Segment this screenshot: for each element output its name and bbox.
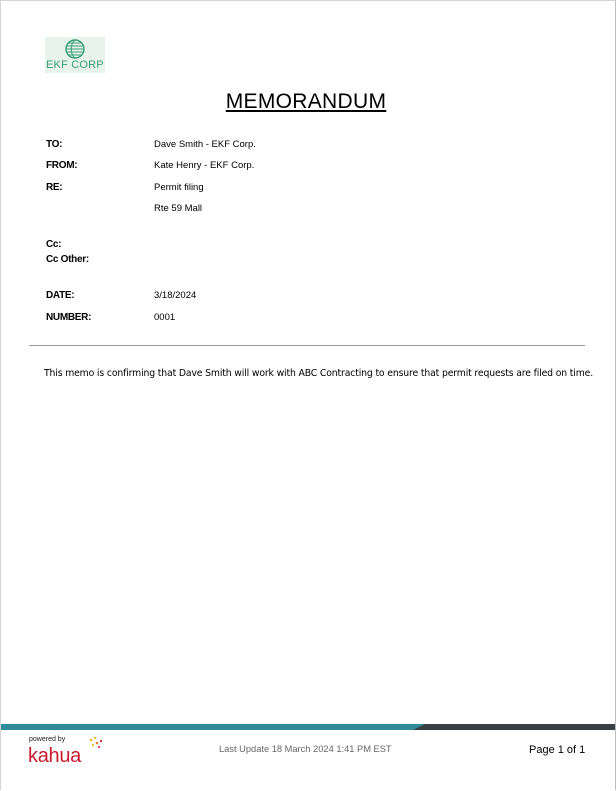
logo-text: EKF CORP [46, 59, 104, 71]
date-label: DATE: [46, 290, 75, 301]
cc-other-label: Cc Other: [46, 254, 89, 265]
date-value: 3/18/2024 [154, 290, 197, 301]
re-value: Permit filing [154, 182, 204, 193]
number-label: NUMBER: [46, 312, 92, 323]
memo-title: MEMORANDUM [225, 90, 387, 113]
number-value: 0001 [154, 312, 176, 323]
sparkle-icon [85, 736, 105, 754]
footer-bar-accent [413, 724, 615, 730]
to-value: Dave Smith - EKF Corp. [154, 139, 256, 150]
globe-icon [64, 39, 86, 59]
to-label: TO: [46, 139, 63, 150]
re-value-line2: Rte 59 Mall [154, 203, 203, 214]
re-label: RE: [46, 182, 63, 193]
powered-by-label: powered by [29, 736, 66, 743]
company-logo [45, 37, 105, 73]
divider [29, 345, 585, 346]
page-number: Page 1 of 1 [529, 744, 586, 756]
from-value: Kate Henry - EKF Corp. [154, 160, 255, 171]
cc-label: Cc: [46, 239, 62, 250]
memo-body: This memo is confirming that Dave Smith will work with ABC Contracting to ensure that permit requests are filed on time. [44, 368, 594, 379]
from-label: FROM: [46, 160, 78, 171]
kahua-logo-text: kahua [28, 745, 81, 767]
last-update: Last Update 18 March 2024 1:41 PM EST [219, 744, 392, 754]
